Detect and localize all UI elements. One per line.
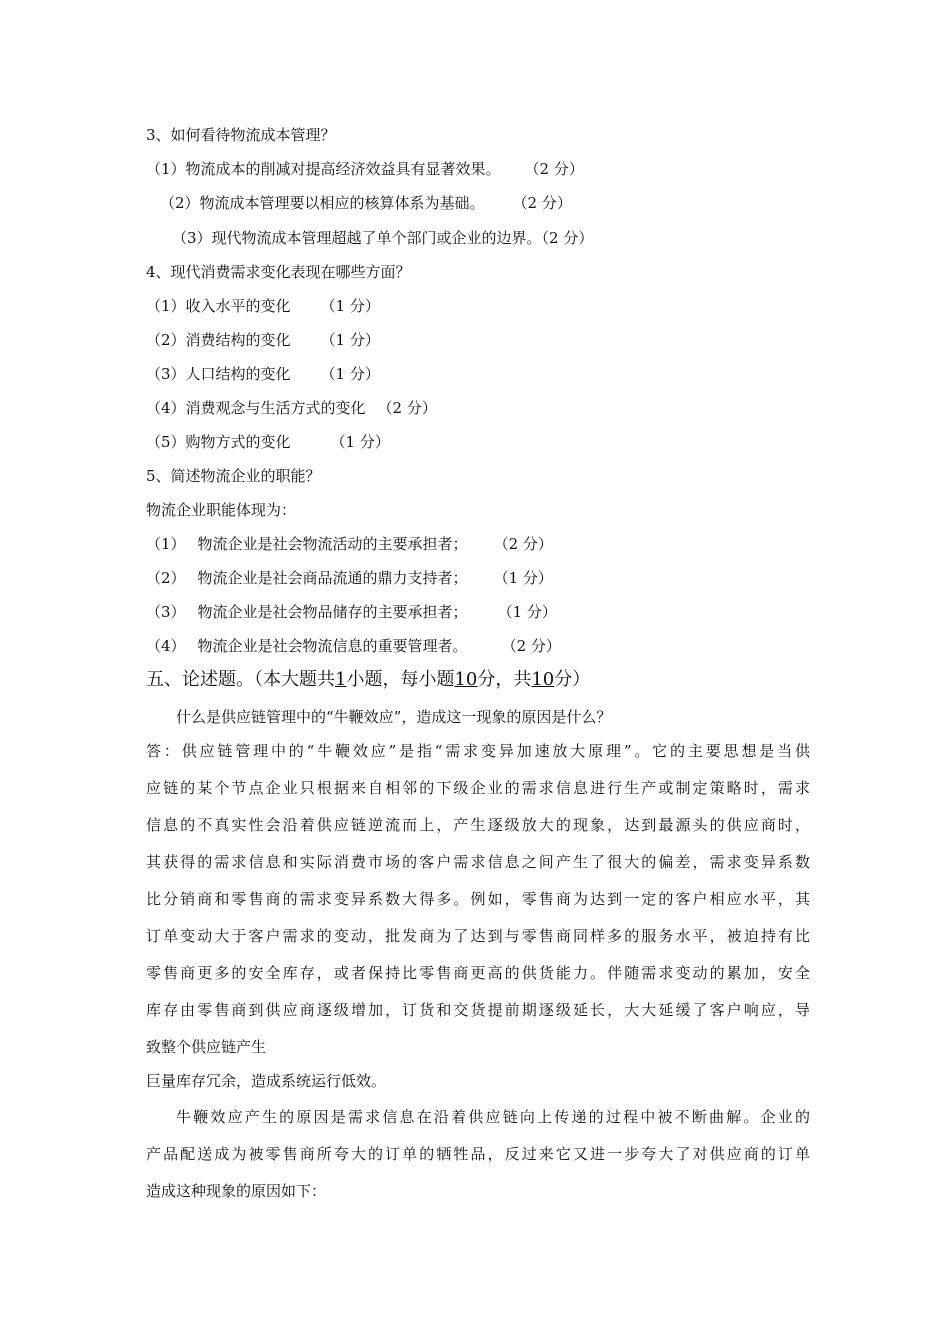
q4-item-4-text: （4）消费观念与生活方式的变化 — [146, 399, 366, 417]
q4-item-2 — [146, 330, 380, 350]
q5-item-3-num: （3） — [146, 603, 186, 621]
heading-prefix: 五、论述题。（本大题共 — [146, 669, 335, 690]
q3-title: 3、如何看待物流成本管理？ — [146, 126, 336, 144]
q5-item-4-text: 物流企业是社会物流信息的重要管理者。 — [197, 637, 468, 655]
q4-item-1 — [146, 296, 380, 316]
q3-item-2-score: （2 分） — [512, 194, 572, 212]
heading-mid1: 小题，每小题 — [346, 669, 455, 690]
q4-item-5 — [146, 432, 390, 452]
heading-mid2: 分，共 — [477, 669, 532, 690]
q3-item-3 — [172, 228, 593, 248]
q4-item-3-score: （1 分） — [320, 365, 380, 383]
q4-item-5-text: （5）购物方式的变化 — [146, 433, 291, 451]
q5-item-3-text: 物流企业是社会物品储存的主要承担者； — [197, 603, 468, 621]
q5-item-2 — [146, 568, 553, 588]
q3-item-2 — [160, 193, 572, 213]
answer-line-2: 应链的某个节点企业只根据来自相邻的下级企业的需求信息进行生产或制定策略时，需求 — [146, 779, 810, 797]
answer-line-1: 答：供应链管理中的“牛鞭效应”是指“需求变异加速放大原理”。它的主要思想是当供 — [146, 742, 810, 760]
q5-item-2-num: （2） — [146, 569, 186, 587]
q4-item-1-text: （1）收入水平的变化 — [146, 297, 291, 315]
q5-title: 5、简述物流企业的职能？ — [146, 467, 321, 485]
q5-item-1 — [146, 534, 553, 554]
heading-count: 1 — [335, 669, 347, 690]
q3-item-3-score: （2 分） — [541, 229, 594, 247]
q4-item-4-score: （2 分） — [377, 399, 437, 417]
answer-line-4: 其获得的需求信息和实际消费市场的客户需求信息之间产生了很大的偏差，需求变异系数 — [146, 853, 810, 871]
answer-line-7: 零售商更多的安全库存，或者保持比零售商更高的供货能力。伴随需求变动的累加，安全 — [146, 964, 810, 982]
q4-item-3 — [146, 364, 380, 384]
answer-line-3: 信息的不真实性会沿着供应链逆流而上，产生逐级放大的现象，达到最源头的供应商时， — [146, 816, 810, 834]
q4-item-2-score: （1 分） — [320, 331, 380, 349]
q4-title: 4、现代消费需求变化表现在哪些方面？ — [146, 263, 411, 281]
q5-item-3-score: （1 分） — [497, 603, 557, 621]
q3-item-1 — [146, 159, 584, 179]
q5-item-1-score: （2 分） — [493, 535, 553, 553]
q4-item-3-text: （3）人口结构的变化 — [146, 365, 291, 383]
cause-line-3: 造成这种现象的原因如下： — [146, 1182, 327, 1200]
q3-item-1-text: （1）物流成本的削减对提高经济效益具有显著效果。 — [146, 160, 501, 178]
answer-line-6: 订单变动大于客户需求的变动，批发商为了达到与零售商同样多的服务水平，被迫持有比 — [146, 927, 810, 945]
cause-line-2: 产品配送成为被零售商所夸大的订单的牺牲品，反过来它又进一步夸大了对供应商的订单 — [146, 1145, 810, 1163]
answer-line-9: 致整个供应链产生 — [146, 1038, 267, 1056]
q5-intro: 物流企业职能体现为： — [146, 501, 297, 519]
heading-per-score: 10 — [454, 669, 478, 690]
q5-item-3 — [146, 602, 557, 622]
q4-item-1-score: （1 分） — [320, 297, 380, 315]
q5-item-1-text: 物流企业是社会物流活动的主要承担者； — [197, 535, 468, 553]
heading-total: 10 — [531, 669, 555, 690]
q4-item-4 — [146, 398, 437, 418]
answer-line-8: 库存由零售商到供应商逐级增加，订货和交货提前期逐级延长，大大延缓了客户响应，导 — [146, 1001, 810, 1019]
section-heading — [146, 668, 590, 692]
q5-item-4-num: （4） — [146, 637, 186, 655]
q4-item-5-score: （1 分） — [330, 433, 390, 451]
heading-suffix: 分） — [554, 669, 591, 690]
q4-item-2-text: （2）消费结构的变化 — [146, 331, 291, 349]
q3-item-2-text: （2）物流成本管理要以相应的核算体系为基础。 — [160, 194, 485, 212]
answer-line-10: 巨量库存冗余，造成系统运行低效。 — [146, 1072, 387, 1090]
essay-question: 什么是供应链管理中的“牛鞭效应”，造成这一现象的原因是什么？ — [176, 708, 612, 726]
q5-item-1-num: （1） — [146, 535, 186, 553]
cause-line-1: 牛鞭效应产生的原因是需求信息在沿着供应链向上传递的过程中被不断曲解。企业的 — [176, 1108, 810, 1126]
q5-item-2-score: （1 分） — [493, 569, 553, 587]
q5-item-4 — [146, 636, 561, 656]
q5-item-4-score: （2 分） — [501, 637, 561, 655]
q5-item-2-text: 物流企业是社会商品流通的鼎力支持者； — [197, 569, 468, 587]
answer-line-5: 比分销商和零售商的需求变异系数大得多。例如，零售商为达到一定的客户相应水平，其 — [146, 890, 810, 908]
q3-item-3-text: （3）现代物流成本管理超越了单个部门或企业的边界。 — [172, 229, 542, 247]
q3-item-1-score: （2 分） — [524, 160, 584, 178]
